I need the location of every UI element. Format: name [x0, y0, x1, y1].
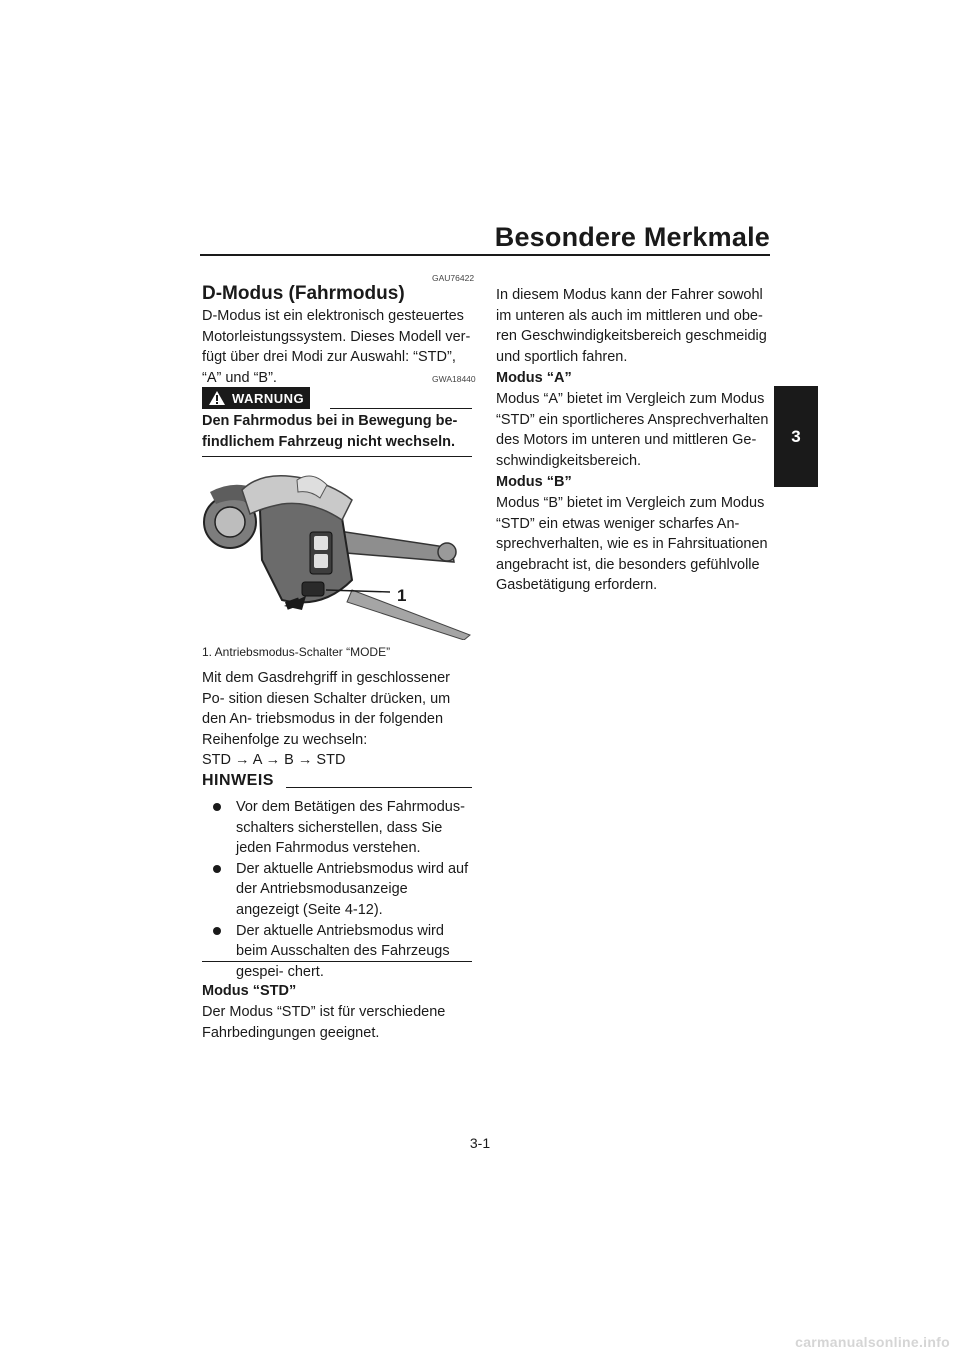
figure-callout: 1	[397, 586, 407, 605]
a-paragraph: Modus “A” bietet im Vergleich zum Modus “STD” ein sportlicheres Ansprechverhalten des Motors im unteren und mittleren Ge- schwindigkeitsbereich.	[496, 391, 769, 469]
hinweis-rule-top	[286, 787, 472, 788]
bullet-icon	[213, 927, 221, 935]
warning-rule-bottom	[202, 456, 472, 457]
warning-label	[202, 387, 310, 409]
handlebar-photo	[202, 470, 472, 640]
warning-text: Den Fahrmodus bei in Bewegung be- findlichem Fahrzeug nicht wechseln.	[202, 413, 458, 450]
mode-sequence: STD → A → B → STD	[202, 752, 346, 768]
std-heading: Modus “STD”	[202, 983, 297, 999]
std-paragraph: Der Modus “STD” ist für verschiedene Fahrbedingungen geeignet.	[202, 1004, 446, 1041]
section-code: GAU76422	[432, 273, 475, 283]
std-continued-paragraph: In diesem Modus kann der Fahrer sowohl im unteren als auch im mittleren und obe- ren Geschwindigkeitsbereich geschmeidig und sportlich fahren.	[496, 287, 767, 365]
b-paragraph: Modus “B” bietet im Vergleich zum Modus “STD” ein etwas weniger scharfes An- sprechverhalten, wie es in Fahrsituationen angebracht ist, die besonders gefühlvolle Gasbetätigung erfordern.	[496, 495, 768, 594]
hinweis-rule-bottom	[202, 961, 472, 962]
instruction-paragraph: Mit dem Gasdrehgriff in geschlossener Po- sition diesen Schalter drücken, um den An- triebsmodus in der folgenden Reihenfolge zu wechseln:	[202, 670, 451, 748]
title-rule	[200, 254, 770, 256]
warning-code: GWA18440	[432, 374, 476, 384]
warning-icon	[208, 390, 226, 406]
intro-paragraph: D-Modus ist ein elektronisch gesteuertes Motorleistungssystem. Dieses Modell ver- fügt über drei Modi zur Auswahl: “STD”, “A” und “B”.	[202, 308, 471, 386]
watermark: carmanualsonline.info	[795, 1334, 950, 1350]
list-item	[202, 797, 474, 859]
note-text: Der aktuelle Antriebsmodus wird auf der Antriebsmodusanzeige angezeigt (Seite 4-12).	[236, 860, 469, 918]
list-item	[202, 859, 474, 921]
chapter-tab: 3	[774, 386, 818, 487]
warning-rule-top	[330, 408, 472, 409]
section-heading: D-Modus (Fahrmodus)	[202, 283, 405, 304]
page-title: Besondere Merkmale	[494, 222, 770, 252]
figure-caption: 1. Antriebsmodus-Schalter “MODE”	[202, 645, 391, 659]
bullet-icon	[213, 865, 221, 873]
list-item	[202, 921, 474, 983]
warning-label-text: WARNUNG	[232, 390, 305, 406]
hinweis-label: HINWEIS	[202, 772, 274, 789]
handlebar-illustration	[202, 470, 472, 640]
a-heading: Modus “A”	[496, 370, 572, 386]
hinweis-notes	[202, 797, 474, 982]
bullet-icon	[213, 803, 221, 811]
note-text: Vor dem Betätigen des Fahrmodus- schalters sicherstellen, dass Sie jeden Fahrmodus verstehen.	[236, 799, 465, 857]
page-number: 3-1	[469, 1135, 491, 1151]
note-text: Der aktuelle Antriebsmodus wird beim Ausschalten des Fahrzeugs gespei- chert.	[236, 922, 450, 980]
b-heading: Modus “B”	[496, 474, 572, 490]
